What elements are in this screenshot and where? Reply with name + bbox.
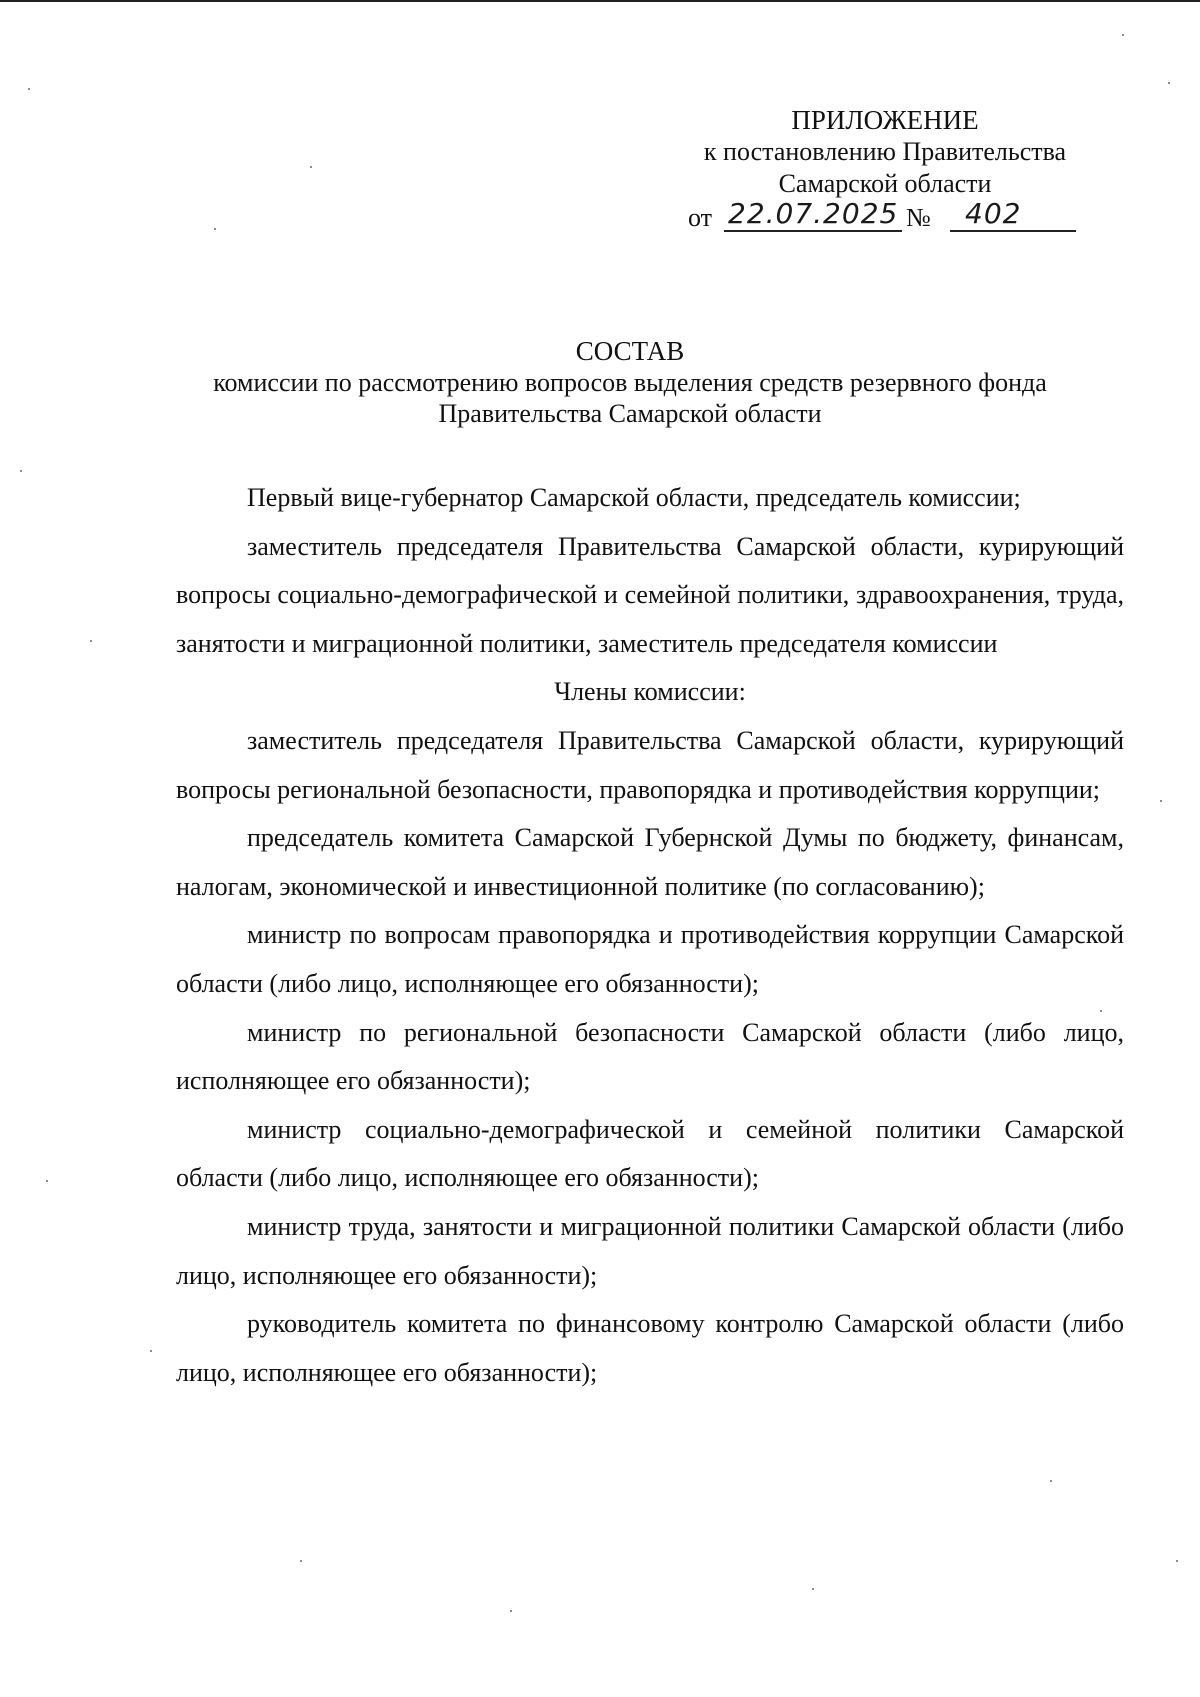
document-heading	[160, 336, 1100, 429]
handwritten-date: 22.07.2025	[728, 197, 899, 230]
paragraph-member: министр по региональной безопасности Самарской области (либо лицо, исполняющее его обязанности);	[176, 1017, 1124, 1096]
paragraph-member: министр социально-демографической и семейной политики Самарской области (либо лицо, исполняющее его обязанности);	[176, 1114, 1124, 1193]
appendix-line-2: Самарской области	[778, 169, 992, 198]
date-prefix: от	[688, 203, 713, 232]
handwritten-number: 402	[965, 197, 1022, 230]
document-body	[176, 474, 1124, 1397]
page-top-border	[0, 0, 1200, 2]
appendix-block	[660, 104, 1110, 234]
paragraph-deputy-chairman: заместитель председателя Правительства Самарской области, курирующий вопросы социально-демографической и семейной политики, здравоохранения, труда, занятости и миграционной политики, заместитель председателя комиссии	[176, 531, 1124, 658]
date-number-line	[660, 197, 1110, 234]
paragraph-member: председатель комитета Самарской Губернской Думы по бюджету, финансам, налогам, экономической и инвестиционной политике (по согласованию);	[176, 823, 1124, 901]
number-prefix: №	[906, 203, 931, 232]
paragraph-member: заместитель председателя Правительства Самарской области, курирующий вопросы региональной безопасности, правопорядка и противодействия коррупции;	[176, 725, 1124, 804]
number-underline	[950, 230, 1076, 232]
paragraph-member: министр труда, занятости и миграционной политики Самарской области (либо лицо, исполняющее его обязанности);	[176, 1211, 1124, 1290]
appendix-title: ПРИЛОЖЕНИЕ	[791, 105, 979, 135]
date-underline	[724, 230, 902, 232]
heading-line-2: Правительства Самарской области	[438, 399, 822, 428]
paragraph-member: руководитель комитета по финансовому контролю Самарской области (либо лицо, исполняющее его обязанности);	[176, 1309, 1124, 1387]
appendix-line-1: к постановлению Правительства	[703, 137, 1067, 166]
members-heading: Члены комиссии:	[554, 677, 746, 707]
paragraph-chairman: Первый вице-губернатор Самарской области, председатель комиссии;	[247, 483, 1021, 512]
paragraph-member: министр по вопросам правопорядка и противодействия коррупции Самарской области (либо лицо, исполняющее его обязанности);	[176, 920, 1124, 998]
heading-line-1: комиссии по рассмотрению вопросов выделения средств резервного фонда	[213, 368, 1047, 397]
heading-title: СОСТАВ	[575, 336, 685, 366]
